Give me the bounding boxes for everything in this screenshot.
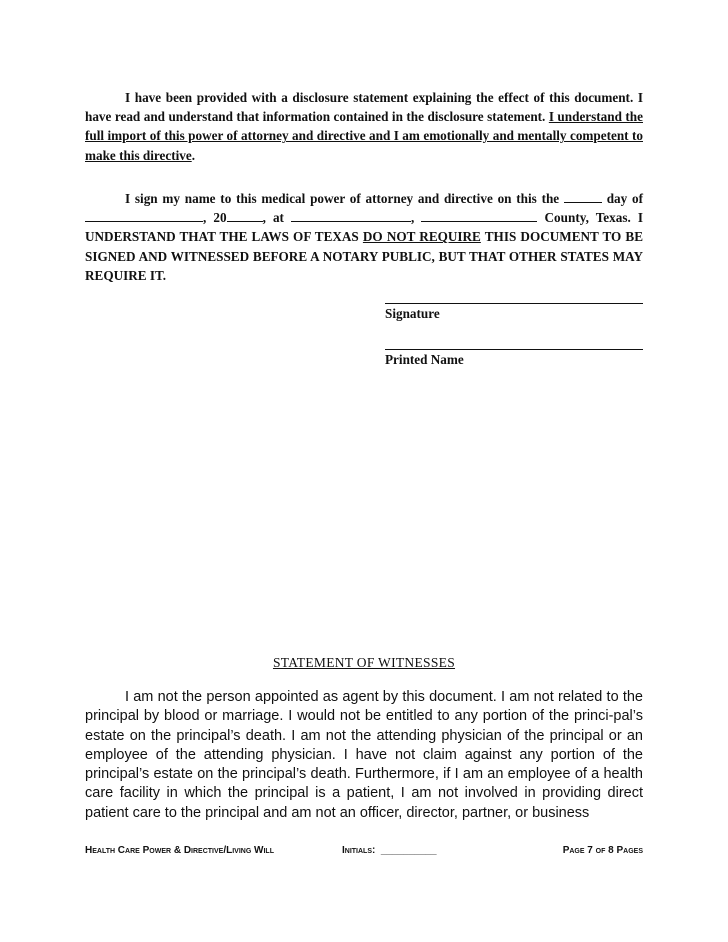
signature-label: Signature xyxy=(385,306,440,321)
day-blank[interactable] xyxy=(564,190,602,203)
footer-initials-blank[interactable]: __________ xyxy=(380,845,437,856)
printed-name-label: Printed Name xyxy=(385,352,464,367)
signing-text-6: County, Texas. I UNDERSTAND THAT THE LAWS OF TEXAS xyxy=(85,210,643,245)
signature-line[interactable] xyxy=(385,303,643,304)
signing-text-4: , at xyxy=(262,210,284,226)
county-blank[interactable] xyxy=(421,209,537,222)
witnesses-paragraph xyxy=(85,688,643,823)
signing-paragraph xyxy=(85,189,643,285)
witnesses-title-wrap xyxy=(0,655,728,671)
signing-text-5: , xyxy=(411,210,415,226)
disclosure-underlined-text: I understand the full import of this power of attorney and directive and I am emotionally and mentally competent to make this directive xyxy=(85,109,643,163)
year-blank[interactable] xyxy=(227,209,263,222)
do-not-require-text: DO NOT REQUIRE xyxy=(362,229,481,245)
page-footer xyxy=(85,845,643,861)
footer-initials xyxy=(342,845,437,856)
signing-text-8: THIS DOCUMENT TO BE SIGNED AND WITNESSED BEFORE A NOTARY PUBLIC, BUT THAT OTHER STATES MAY REQUIRE IT. xyxy=(85,229,644,283)
signing-text-1: I sign my name to this medical power of attorney and directive on this the xyxy=(125,191,560,206)
city-blank[interactable] xyxy=(291,209,411,222)
disclosure-paragraph xyxy=(85,88,643,165)
signing-text-2: day of xyxy=(606,191,644,206)
footer-page-number: Page 7 of 8 Pages xyxy=(562,845,643,856)
month-blank[interactable] xyxy=(85,209,203,222)
printed-name-line[interactable] xyxy=(385,349,643,350)
witnesses-body: I am not the person appointed as agent by this document. I am not related to the principal by blood or marriage. I would not be entitled to any portion of the princi-pal’s estate on the principal’s death. I am not the attending physician of the principal or an employee of the attending physician. I have not claim against any portion of the principal’s estate on the principal’s death. Furthermore, if I am an employee of a health care facility in which the principal is a patient, I am not involved in providing direct patient care to the principal and am not an officer, director, partner, or business xyxy=(85,689,643,821)
signing-text-3: , 20 xyxy=(203,210,227,226)
witnesses-title: STATEMENT OF WITNESSES xyxy=(272,655,456,670)
footer-document-name: Health Care Power & Directive/Living Will xyxy=(85,845,274,856)
footer-initials-label: Initials: xyxy=(342,845,376,856)
disclosure-text: I have been provided with a disclosure statement explaining the effect of this document. I have read and understand that information contained in the disclosure statement. xyxy=(85,90,643,125)
disclosure-end: . xyxy=(191,147,196,163)
